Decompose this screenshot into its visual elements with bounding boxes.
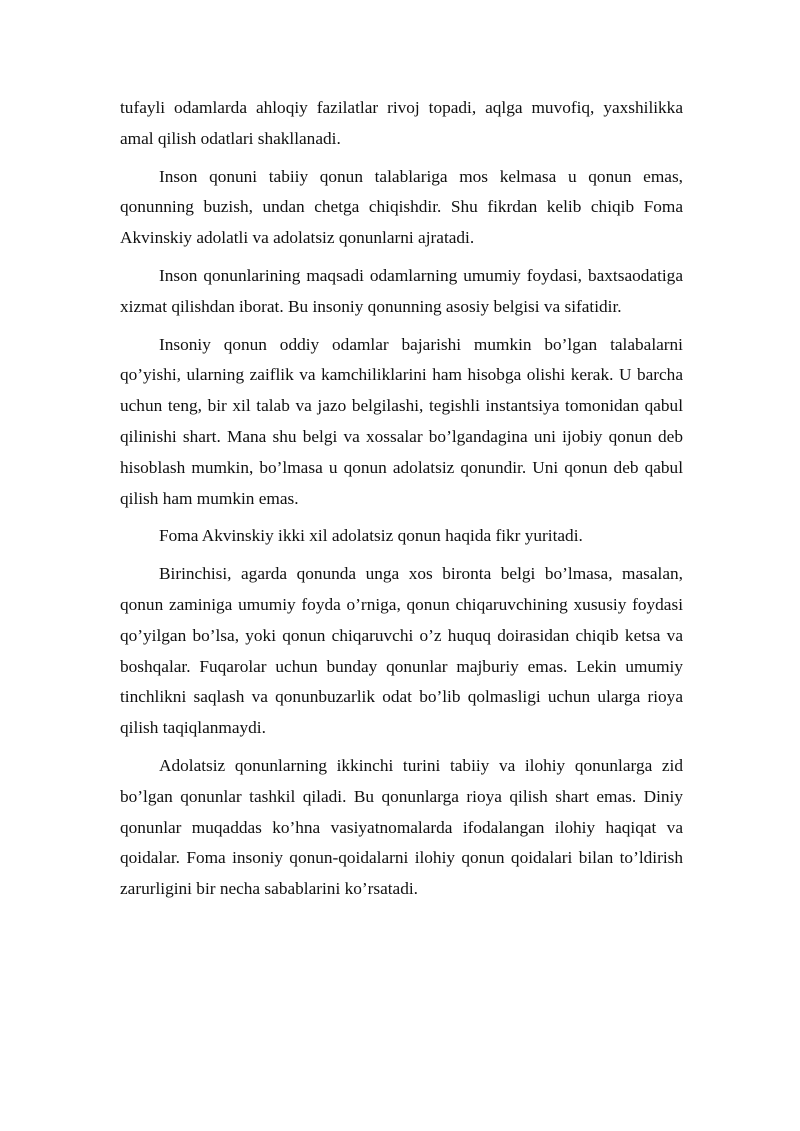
paragraph: Insoniy qonun oddiy odamlar bajarishi mumkin bo’lgan talabalarni qo’yishi, ularning zaiflik va kamchiliklarini ham hisobga olishi kerak. U barcha uchun teng, bir xil talab va jazo belgilashi, tegishli instantsiya tomonidan qabul qilinishi shart. Mana shu belgi va xossalar bo’lgandagina uni ijobiy qonun deb hisoblash mumkin, bo’lmasa u qonun adolatsiz qonundir. Uni qonun deb qabul qilish ham mumkin emas. [120,334,683,508]
paragraph: Inson qonunlarining maqsadi odamlarning umumiy foydasi, baxtsaodatiga xizmat qilishdan iborat. Bu insoniy qonunning asosiy belgisi va sifatidir. [120,265,683,316]
paragraph: Birinchisi, agarda qonunda unga xos bironta belgi bo’lmasa, masalan, qonun zaminiga umumiy foyda o’rniga, qonun chiqaruvchining xususiy foydasi qo’yilgan bo’lsa, yoki qonun chiqaruvchi o’z huquq doirasidan chiqib ketsa va boshqalar. Fuqarolar uchun bunday qonunlar majburiy emas. Lekin umumiy tinchlikni saqlash va qonunbuzarlik odat bo’lib qolmasligi uchun ularga rioya qilish taqiqlanmaydi. [120,564,683,738]
paragraph: Inson qonuni tabiiy qonun talablariga mos kelmasa u qonun emas, qonunning buzish, undan chetga chiqishdir. Shu fikrdan kelib chiqib Foma Akvinskiy adolatli va adolatsiz qonunlarni ajratadi. [120,166,683,248]
paragraph: Foma Akvinskiy ikki xil adolatsiz qonun haqida fikr yuritadi. [159,526,583,546]
paragraph-continuation: tufayli odamlarda ahloqiy fazilatlar rivoj topadi, aqlga muvofiq, yaxshilikka amal qilish odatlari shakllanadi. [120,98,683,148]
paragraph: Adolatsiz qonunlarning ikkinchi turini tabiiy va ilohiy qonunlarga zid bo’lgan qonunlar tashkil qiladi. Bu qonunlarga rioya qilish shart emas. Diniy qonunlar muqaddas ko’hna vasiyatnomalarda ifodalangan ilohiy haqiqat va qoidalar. Foma insoniy qonun-qoidalarni ilohiy qonun qoidalari bilan to’ldirish zarurligini bir necha sabablarini ko’rsatadi. [120,755,683,899]
document-body [120,93,683,912]
